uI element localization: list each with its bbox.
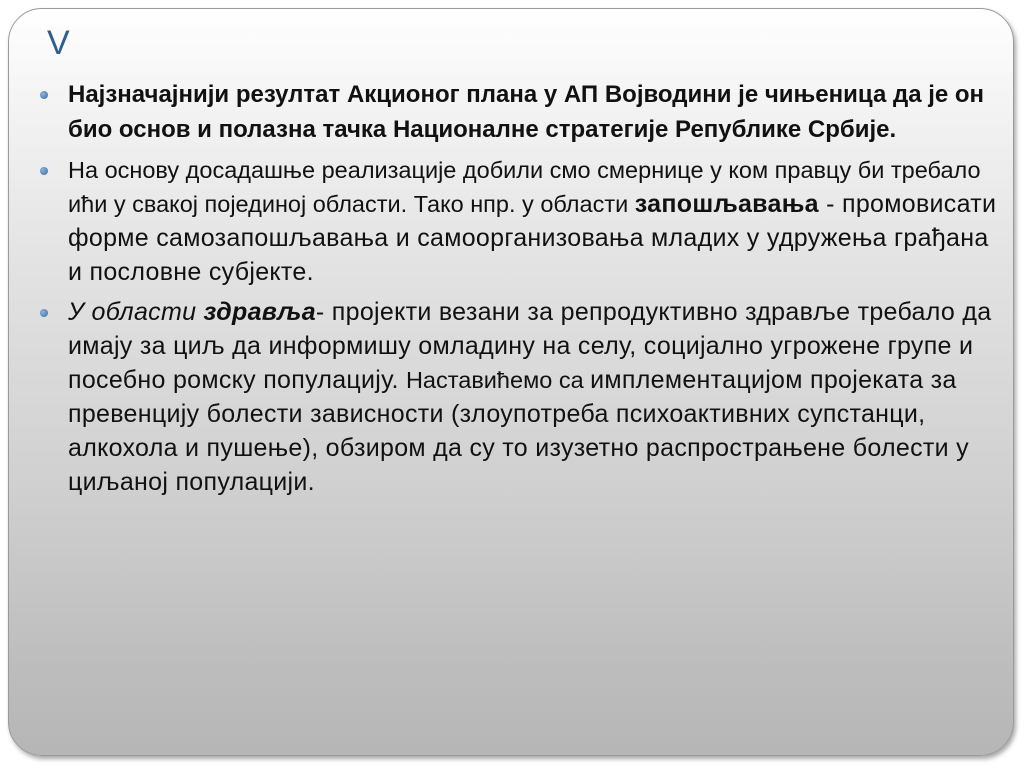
bullet-text-3 [68,295,1001,499]
bullet-2-rest: - промовисати форме самозапошљавања и самоорганизовања младих у удружења грађана и пословне субјекте. [68,190,997,286]
bullet-text-2 [68,153,1001,289]
bullet-item-2 [35,153,1001,289]
bullet-dot-icon [40,309,48,317]
bullet-item-3 [35,295,1001,499]
bullet-text-1: Најзначајнији резултат Акционог плана у АП Војводини је чињеница да је он био основ и полазна тачка Националне стратегије Републике Србије. [68,81,985,143]
bullet-2-intro: На основу досадашње реализације добили смо смернице у ком правцу би требало ићи у свакој појединој области. Тако нпр. у области [68,157,981,217]
bullet-item-1 [35,77,1001,147]
bullet-2-keyword: запошљавања [634,190,819,218]
bullet-3-keyword: здравља [203,298,316,326]
bullet-3-part3: имплементацијом пројеката за превенцију болести зависности (злоупотреба психоактивних супстанци, алкохола и пушење), обзиром да су то изузетно распрострањене болести у циљаној популацији. [68,366,969,496]
bullet-list [35,77,1001,505]
bullet-dot-icon [40,167,48,175]
slide-panel [8,8,1014,756]
bullet-3-intro: У области [68,298,204,326]
slide-title: V [47,24,70,62]
bullet-3-part1: - пројекти везани за репродуктивно здравље требало да имају за циљ да информишу омладину на селу, социјално угрожене групе и посебно ромску популацију. [68,298,992,394]
bullet-dot-icon [40,91,48,99]
bullet-3-part2: Наставићемо са [405,367,591,393]
